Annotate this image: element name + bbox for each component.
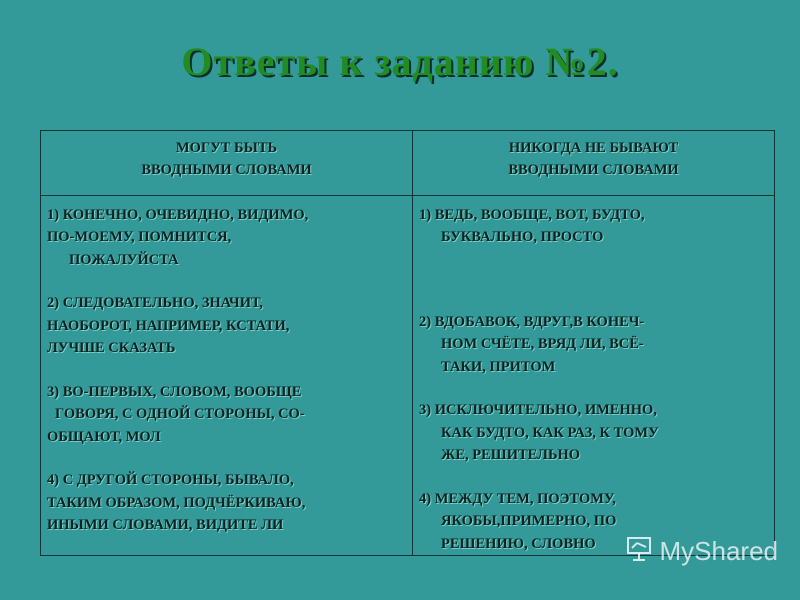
- item-line: КАК БУДТО, КАК РАЗ, К ТОМУ: [441, 424, 659, 441]
- item-line: 1) КОНЕЧНО, ОЧЕВИДНО, ВИДИМО,: [47, 207, 309, 223]
- header-line: МОГУТ БЫТЬ: [175, 140, 278, 156]
- header-never-are: [413, 131, 775, 196]
- item-line: 2) ВДОБАВОК, ВДРУГ,В КОНЕЧ-: [419, 313, 645, 330]
- item-line: 4) МЕЖДУ ТЕМ, ПОЭТОМУ,: [419, 490, 616, 507]
- item-line: НАОБОРОТ, НАПРИМЕР, КСТАТИ,: [47, 317, 290, 334]
- item-line: ГОВОРЯ, С ОДНОЙ СТОРОНЫ, СО-: [55, 406, 305, 423]
- item-line: ОБЩАЮТ, МОЛ: [47, 428, 161, 445]
- item-line: ИНЫМИ СЛОВАМИ, ВИДИТЕ ЛИ: [47, 517, 284, 534]
- myshared-watermark: [624, 533, 779, 570]
- item-line: ТАКИМ ОБРАЗОМ, ПОДЧЁРКИВАЮ,: [47, 494, 306, 511]
- right-column-cell: [413, 196, 775, 556]
- table-header-row: [41, 131, 775, 196]
- list-item: [419, 204, 768, 249]
- slide-title: Ответы к заданию №2.: [181, 39, 619, 84]
- item-line: ТАКИ, ПРИТОМ: [441, 358, 556, 375]
- item-line: ПО-МОЕМУ, ПОМНИТСЯ,: [47, 229, 232, 246]
- list-item: [47, 381, 406, 448]
- list-item: [419, 311, 768, 378]
- list-item: [419, 399, 768, 466]
- item-line: 3) ИСКЛЮЧИТЕЛЬНО, ИМЕННО,: [419, 402, 657, 419]
- header-line: ВВОДНЫМИ СЛОВАМИ: [141, 162, 312, 179]
- header-line: НИКОГДА НЕ БЫВАЮТ: [508, 140, 679, 156]
- header-line: ВВОДНЫМИ СЛОВАМИ: [508, 162, 679, 179]
- watermark-text: MyShared: [659, 536, 778, 566]
- item-line: ЖЕ, РЕШИТЕЛЬНО: [441, 447, 581, 464]
- item-line: ЛУЧШЕ СКАЗАТЬ: [47, 340, 176, 357]
- list-item: [47, 292, 406, 359]
- item-line: 1) ВЕДЬ, ВООБЩЕ, ВОТ, БУДТО,: [419, 207, 645, 223]
- item-line: НОМ СЧЁТЕ, ВРЯД ЛИ, ВСЁ-: [441, 336, 644, 353]
- item-line: 2) СЛЕДОВАТЕЛЬНО, ЗНАЧИТ,: [47, 295, 263, 312]
- item-line: 3) ВО-ПЕРВЫХ, СЛОВОМ, ВООБЩЕ: [47, 383, 302, 400]
- item-line: ПОЖАЛУЙСТА: [69, 251, 179, 268]
- item-line: РЕШЕНИЮ, СЛОВНО: [441, 535, 596, 552]
- left-column-cell: [41, 196, 413, 556]
- presentation-board-icon: [624, 533, 660, 570]
- item-line: ЯКОБЫ,ПРИМЕРНО, ПО: [441, 513, 617, 530]
- list-item: [47, 469, 406, 536]
- answers-table: [40, 130, 775, 556]
- header-can-be: [41, 131, 413, 196]
- table-body-row: [41, 196, 775, 556]
- item-line: 4) С ДРУГОЙ СТОРОНЫ, БЫВАЛО,: [47, 472, 294, 489]
- item-line: БУКВАЛЬНО, ПРОСТО: [441, 229, 604, 246]
- list-item: [47, 204, 406, 271]
